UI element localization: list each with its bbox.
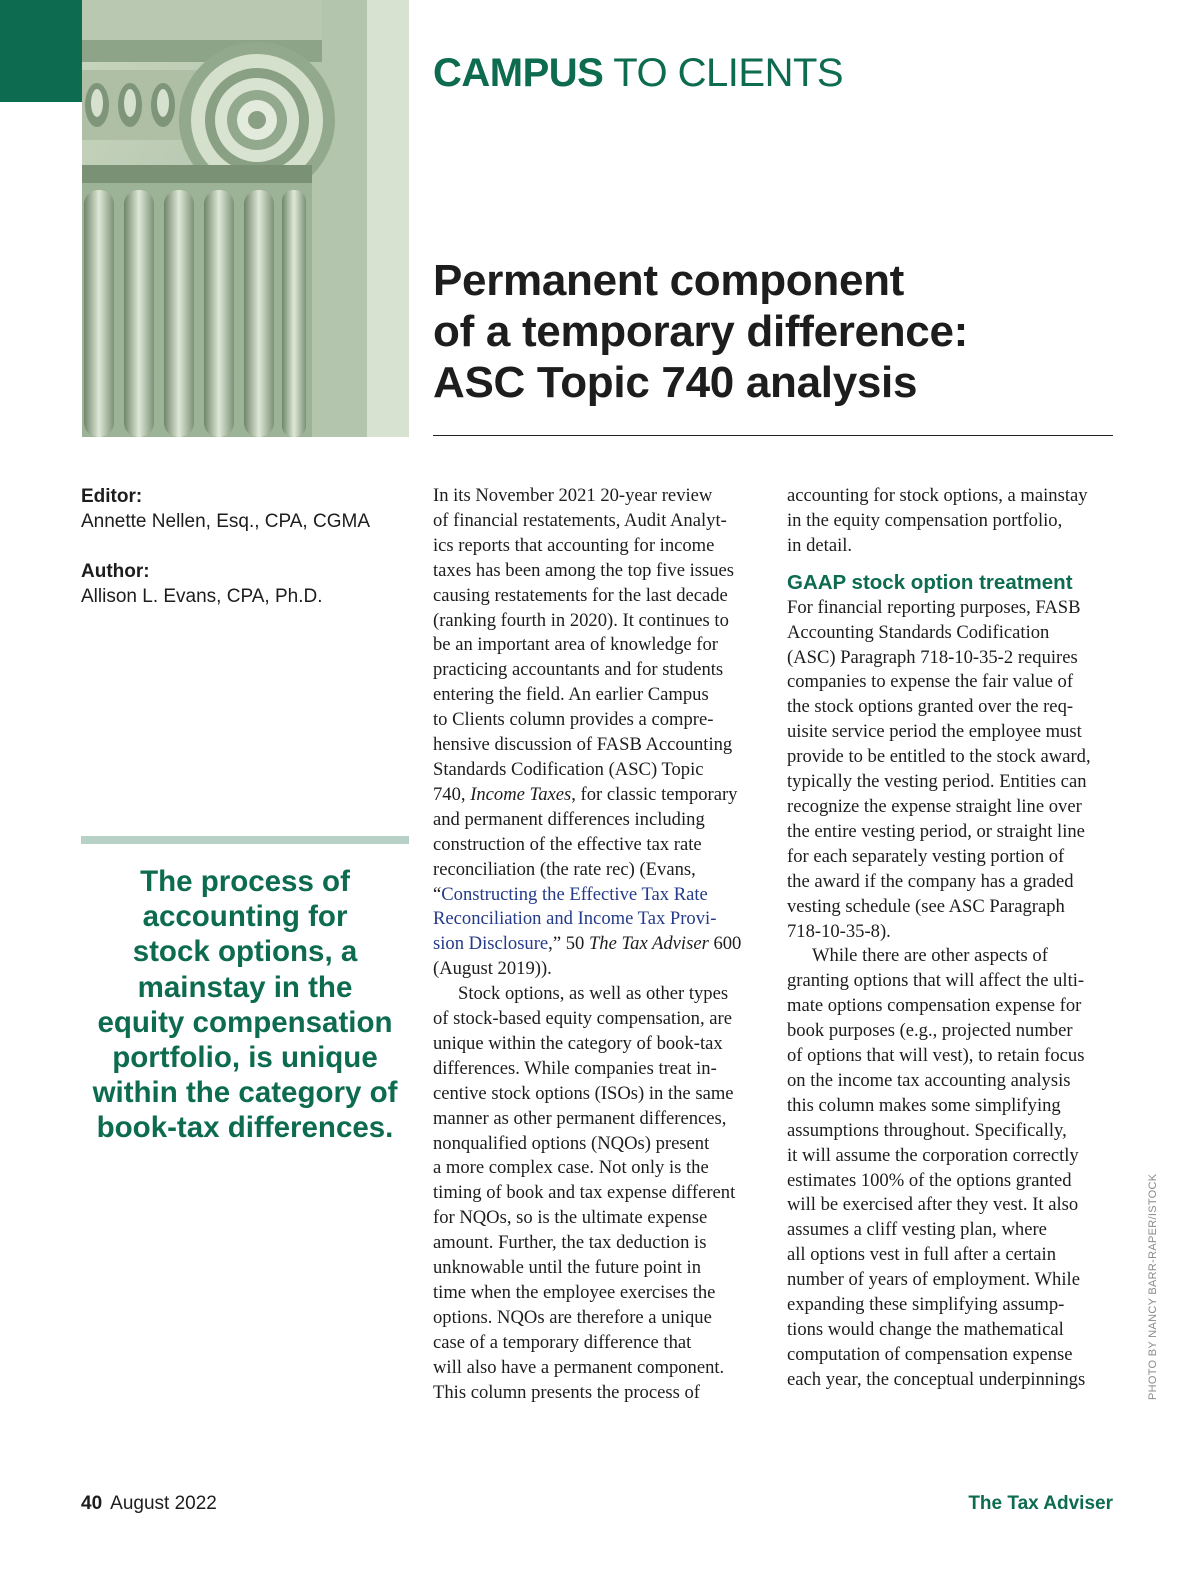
text-line: on the income tax accounting analysis [787,1069,1071,1091]
text-line: all options vest in full after a certain [787,1244,1057,1266]
text-line: taxes has been among the top five issues [433,559,735,581]
text-line: estimates 100% of the options granted [787,1169,1072,1191]
text-line: assumes a cliff vesting plan, where [787,1219,1047,1241]
text-line: will also have a permanent component. [433,1356,725,1378]
credits-block [81,484,411,609]
pull-quote [81,864,409,1146]
text-line: amount. Further, the tax deduction is [433,1232,707,1254]
section-heading-rest: TO CLIENTS [603,51,844,95]
text-line: accounting for stock options, a mainstay [787,485,1088,506]
text-line: Accounting Standards Codification [787,621,1050,643]
body-column-1 [433,484,763,1406]
pull-quote-line: mainstay in the [137,970,353,1004]
text-line: this column makes some simplifying [787,1094,1061,1116]
section-heading [433,50,843,96]
pull-quote-line: The process of [140,865,350,898]
text-line: This column presents the process of [433,1381,700,1403]
text-line: expanding these simplifying assump- [787,1294,1065,1316]
text-line: recognize the expense straight line over [787,795,1082,817]
text-line: computation of compensation expense [787,1343,1073,1365]
text-line: (August 2019)). [433,958,552,980]
text-line: options. NQOs are therefore a unique [433,1306,712,1328]
article-link[interactable]: Constructing the Effective Tax Rate [441,883,708,905]
pull-quote-line: accounting for [142,900,348,934]
text-line: causing restatements for the last decade [433,584,728,606]
footer-folio [81,1493,217,1515]
text-line: ics reports that accounting for income [433,534,715,556]
text-line: In its November 2021 20-year review [433,485,713,506]
text-line: each year, the conceptual underpinnings [787,1368,1086,1390]
text-line: to Clients column provides a compre- [433,709,714,731]
text-line: for each separately vesting portion of [787,845,1065,867]
text-line: assumptions throughout. Specifically, [787,1119,1067,1141]
text-line: (ranking fourth in 2020). It continues to [433,609,729,631]
article-title [433,255,1133,408]
text-line: entering the field. An earlier Campus [433,684,709,706]
title-line: Permanent component [433,256,905,305]
text-line: it will assume the corporation correctly [787,1144,1079,1166]
text-line: book purposes (e.g., projected number [787,1020,1073,1042]
author-label: Author: [81,561,150,582]
text-line: time when the employee exercises the [433,1282,716,1303]
text-line: the entire vesting period, or straight line [787,820,1085,842]
text-line: uisite service period the employee must [787,721,1082,743]
text-line: “Constructing the Effective Tax Rate [433,883,708,905]
text-line: of options that will vest), to retain focus [787,1045,1085,1067]
text-line: will be exercised after they vest. It also [787,1194,1079,1216]
article-link[interactable]: sion Disclosure [433,933,549,955]
text-line: timing of book and tax expense different [433,1182,736,1204]
body-column-2 [787,484,1117,1393]
text-line: the award if the company has a graded [787,870,1074,892]
text-line: in detail. [787,534,853,556]
ionic-column-photo [82,0,409,437]
text-line: be an important area of knowledge for [433,634,718,656]
text-line: sion Disclosure,” 50 The Tax Adviser 600 [433,933,742,955]
text-line: reconciliation (the rate rec) (Evans, [433,858,696,880]
text-line: construction of the effective tax rate [433,833,702,855]
title-line: ASC Topic 740 analysis [433,358,918,407]
journal-title: The Tax Adviser [588,933,709,955]
photo-credit: PHOTO BY NANCY BARR-RAPER/ISTOCK [1147,1173,1159,1400]
text-line: and permanent differences including [433,808,705,830]
issue-date: August 2022 [110,1493,217,1514]
section-heading-bold: CAMPUS [433,51,604,95]
text-line: centive stock options (ISOs) in the same [433,1082,734,1104]
text-line: the stock options granted over the req- [787,696,1074,718]
subhead-gaap: GAAP stock option treatment [787,570,1073,594]
article-link[interactable]: Reconciliation and Income Tax Provi- [433,908,717,930]
editor-label: Editor: [81,486,143,507]
text-line: 718-10-35-8). [787,920,891,942]
pull-quote-line: stock options, a [132,935,358,969]
text-line: of financial restatements, Audit Analyt- [433,509,727,531]
text-line: case of a temporary difference that [433,1331,692,1353]
text-line: nonqualified options (NQOs) present [433,1132,710,1154]
text-line: 740, Income Taxes, for classic temporary [433,783,738,805]
text-line: companies to expense the fair value of [787,671,1074,693]
text-line: differences. While companies treat in- [433,1057,717,1079]
pull-quote-line: book-tax differences. [96,1111,394,1145]
text-line: typically the vesting period. Entities can [787,771,1087,793]
text-line: vesting schedule (see ASC Paragraph [787,895,1065,917]
text-line: manner as other permanent differences, [433,1107,727,1129]
text-line: provide to be entitled to the stock award, [787,746,1091,768]
pull-quote-line: portfolio, is unique [112,1041,378,1075]
text-line: a more complex case. Not only is the [433,1157,709,1179]
text-line: number of years of employment. While [787,1269,1080,1291]
publication-name: The Tax Adviser [968,1493,1113,1514]
title-divider [433,435,1113,436]
text-line: practicing accountants and for students [433,659,724,681]
income-taxes-italic: Income Taxes [470,783,572,805]
text-line: for NQOs, so is the ultimate expense [433,1207,708,1229]
text-line: (ASC) Paragraph 718-10-35-2 requires [787,646,1078,668]
text-line: granting options that will affect the ulti- [787,970,1085,992]
text-line: Standards Codification (ASC) Topic [433,758,704,780]
text-line: While there are other aspects of [812,945,1048,967]
pull-quote-line: within the category of [92,1076,398,1110]
text-line: unknowable until the future point in [433,1257,702,1279]
author-name: Allison L. Evans, CPA, Ph.D. [81,586,323,607]
pull-quote-line: equity compensation [97,1005,393,1039]
pull-quote-rule [81,836,409,844]
text-line: mate options compensation expense for [787,995,1082,1017]
text-line: hensive discussion of FASB Accounting [433,734,733,756]
text-line: unique within the category of book-tax [433,1032,723,1054]
text-line [433,907,763,932]
editor-name: Annette Nellen, Esq., CPA, CGMA [81,511,370,532]
section-color-tab [0,0,82,102]
text-line: For financial reporting purposes, FASB [787,596,1081,618]
title-line: of a temporary difference: [433,307,969,356]
text-line: in the equity compensation portfolio, [787,509,1063,531]
text-line: of stock-based equity compensation, are [433,1008,732,1030]
page-number: 40 [81,1493,103,1514]
text-line: tions would change the mathematical [787,1319,1064,1340]
text-line: Stock options, as well as other types [458,983,729,1005]
